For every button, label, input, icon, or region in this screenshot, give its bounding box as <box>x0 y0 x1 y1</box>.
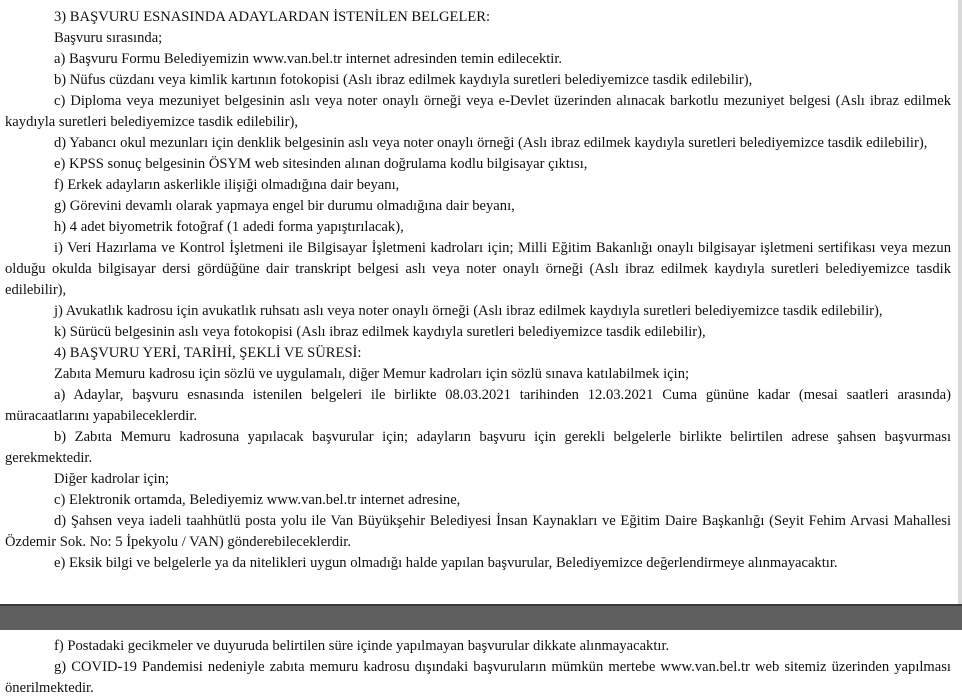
page-separator <box>0 604 962 630</box>
list-item-a: a) Adaylar, başvuru esnasında istenilen belgeleri ile birlikte 08.03.2021 tarihinden 12.03.2021 Cuma gününe kadar (mesai saatleri arasında) müracaatlarını yapabileceklerdir. <box>5 387 951 424</box>
page-1-text <box>5 7 951 574</box>
list-item-c: c) Elektronik ortamda, Belediyemiz www.van.bel.tr internet adresine, <box>54 492 461 508</box>
paragraph: Zabıta Memuru kadrosu için sözlü ve uygulamalı, diğer Memur kadroları için sözlü sınava katılabilmek için; <box>54 366 690 382</box>
page-2-text <box>5 636 951 699</box>
list-item-b: b) Zabıta Memuru kadrosuna yapılacak başvurular için; adayların başvuru için gerekli belgelerle birlikte belirtilen adrese şahsen başvurması gerekmektedir. <box>5 429 951 466</box>
section-3-heading: 3) BAŞVURU ESNASINDA ADAYLARDAN İSTENİLEN BELGELER: <box>54 9 491 25</box>
list-item-d: d) Şahsen veya iadeli taahhütlü posta yolu ile Van Büyükşehir Belediyesi İnsan Kaynakları ve Eğitim Daire Başkanlığı (Seyit Fehim Arvasi Mahallesi Özdemir Sok. No: 5 İpekyolu / VAN) gönderebileceklerdir. <box>5 513 951 550</box>
list-item-j: j) Avukatlık kadrosu için avukatlık ruhsatı aslı veya noter onaylı örneği (Aslı ibraz edilmek kaydıyla suretleri belediyemizce tasdik edilebilir), <box>54 303 883 319</box>
paragraph: Diğer kadrolar için; <box>54 471 170 487</box>
list-item-i: i) Veri Hazırlama ve Kontrol İşletmeni ile Bilgisayar İşletmeni kadroları için; Milli Eğitim Bakanlığı onaylı bilgisayar işletmeni sertifikası veya mezun olduğu okulda bilgisayar dersi gördüğüne dair transkript belgesi aslı veya noter onaylı örneği (Aslı ibraz edilmek kaydıyla suretleri belediyemizce tasdik edilebilir), <box>5 240 951 298</box>
list-item-f: f) Erkek adayların askerlikle ilişiği olmadığına dair beyanı, <box>54 177 400 193</box>
list-item-c: c) Diploma veya mezuniyet belgesinin aslı veya noter onaylı örneği veya e-Devlet üzerinden alınacak barkotlu mezuniyet belgesi (Aslı ibraz edilmek kaydıyla suretleri belediyemizce tasdik edilebilir), <box>5 93 951 130</box>
list-item-h: h) 4 adet biyometrik fotoğraf (1 adedi forma yapıştırılacak), <box>54 219 404 235</box>
list-item-e: e) KPSS sonuç belgesinin ÖSYM web sitesinden alınan doğrulama kodlu bilgisayar çıktısı, <box>54 156 588 172</box>
list-item-b: b) Nüfus cüzdanı veya kimlik kartının fotokopisi (Aslı ibraz edilmek kaydıyla suretleri belediyemizce tasdik edilebilir), <box>54 72 753 88</box>
list-item-g: g) COVID-19 Pandemisi nedeniyle zabıta memuru kadrosu dışındaki başvuruların mümkün mertebe www.van.bel.tr web sitemiz üzerinden yapılması önerilmektedir. <box>5 659 951 696</box>
paragraph: Başvuru sırasında; <box>54 30 163 46</box>
page-separator-shadow <box>0 604 962 606</box>
document-page-2 <box>0 630 962 700</box>
list-item-g: g) Görevini devamlı olarak yapmaya engel bir durumu olmadığına dair beyanı, <box>54 198 515 214</box>
list-item-a: a) Başvuru Formu Belediyemizin www.van.bel.tr internet adresinden temin edilecektir. <box>54 51 563 67</box>
list-item-e: e) Eksik bilgi ve belgelerle ya da nitelikleri uygun olmadığı halde yapılan başvurular, Belediyemizce değerlendirmeye alınmayacaktır. <box>54 555 838 571</box>
list-item-k: k) Sürücü belgesinin aslı veya fotokopisi (Aslı ibraz edilmek kaydıyla suretleri belediyemizce tasdik edilebilir), <box>54 324 706 340</box>
list-item-f: f) Postadaki gecikmeler ve duyuruda belirtilen süre içinde yapılmayan başvurular dikkate alınmayacaktır. <box>54 638 670 654</box>
section-4-heading: 4) BAŞVURU YERİ, TARİHİ, ŞEKLİ VE SÜRESİ: <box>54 345 362 361</box>
list-item-d: d) Yabancı okul mezunları için denklik belgesinin aslı veya noter onaylı örneği (Aslı ibraz edilmek kaydıyla suretleri belediyemizce tasdik edilebilir), <box>54 135 928 151</box>
scrollbar-track[interactable] <box>958 0 962 604</box>
